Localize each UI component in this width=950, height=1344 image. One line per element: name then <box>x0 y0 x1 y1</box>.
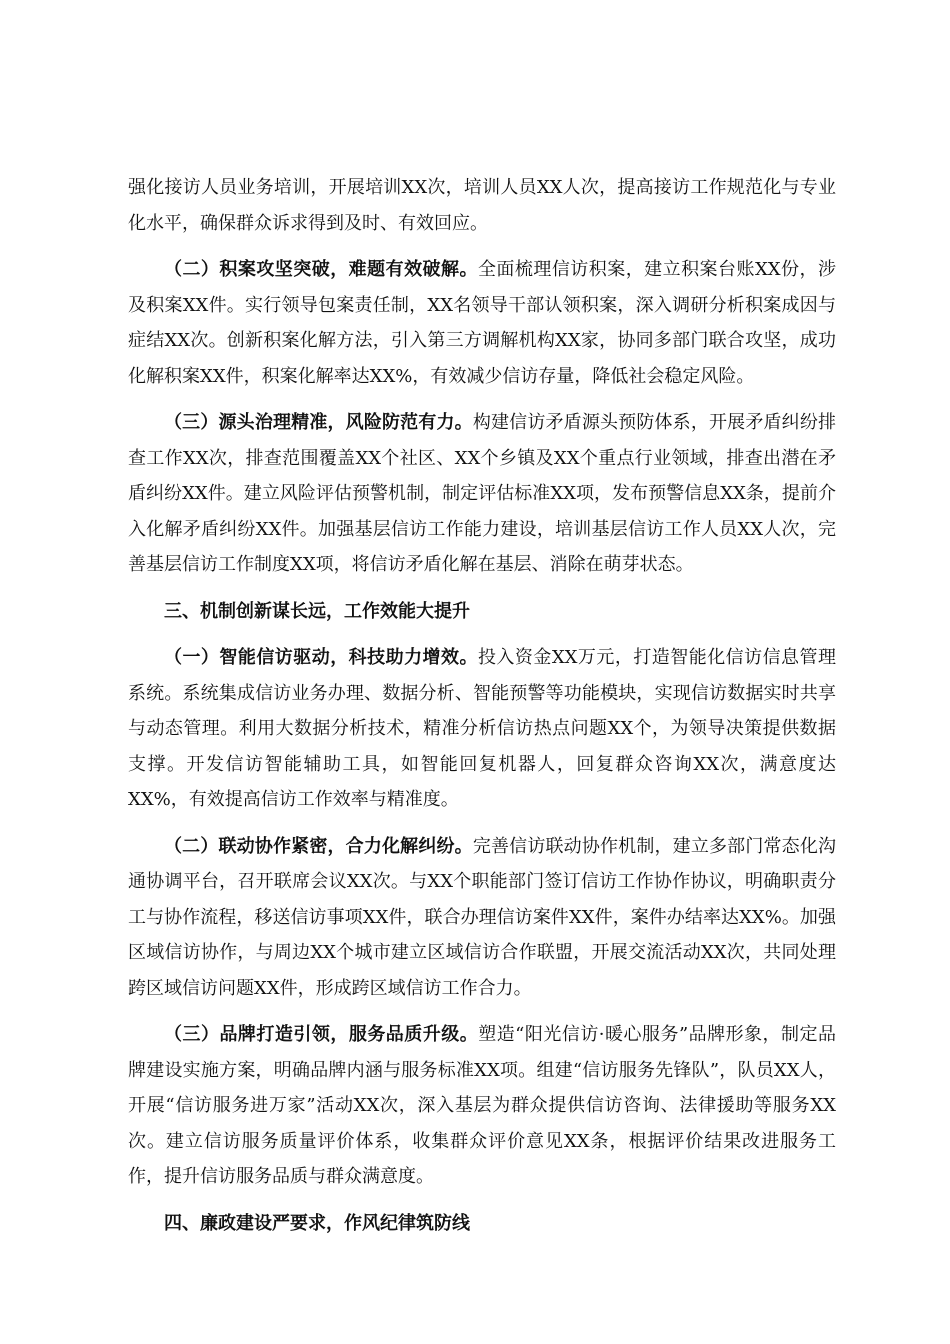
paragraph-text: 全面梳理信访积案，建立积案台账XX份，涉及积案XX件。实行领导包案责任制，XX名领导干部认领积案，深入调研分析积案成因与症结XX次。创新积案化解方法，引入第三方调解机构XX家，协同多部门联合攻坚，成功化解积案XX件，积案化解率达XX%，有效减少信访存量，降低社会稳定风险。 <box>128 259 836 387</box>
section-heading-4: 四、廉政建设严要求，作风纪律筑防线 <box>164 1212 470 1234</box>
document-page <box>128 170 836 1252</box>
paragraph-lead: （二）积案攻坚突破，难题有效破解。 <box>164 259 478 280</box>
paragraph-brand-building <box>128 1017 836 1195</box>
paragraph-linkage-cooperation <box>128 829 836 1007</box>
paragraph-text: 强化接访人员业务培训，开展培训XX次，培训人员XX人次，提高接访工作规范化与专业化水平，确保群众诉求得到及时、有效回应。 <box>128 177 836 234</box>
paragraph-lead: （二）联动协作紧密，合力化解纠纷。 <box>164 835 473 857</box>
section-heading-3: 三、机制创新谋长远，工作效能大提升 <box>164 600 470 622</box>
paragraph-backlog-cases <box>128 252 836 394</box>
paragraph-lead: （三）品牌打造引领，服务品质升级。 <box>164 1024 479 1045</box>
paragraph-continuation <box>128 170 836 241</box>
paragraph-text: 构建信访矛盾源头预防体系，开展矛盾纠纷排查工作XX次，排查范围覆盖XX个社区、XX个乡镇及XX个重点行业领域，排查出潜在矛盾纠纷XX件。建立风险评估预警机制，制定评估标准XX项，发布预警信息XX条，提前介入化解矛盾纠纷XX件。加强基层信访工作能力建设，培训基层信访工作人员XX人次，完善基层信访工作制度XX项，将信访矛盾化解在基层、消除在萌芽状态。 <box>128 412 837 575</box>
paragraph-source-governance <box>128 405 836 583</box>
paragraph-smart-petition <box>128 640 836 818</box>
paragraph-lead: （三）源头治理精准，风险防范有力。 <box>164 412 473 433</box>
paragraph-text: 塑造“阳光信访·暖心服务”品牌形象，制定品牌建设实施方案，明确品牌内涵与服务标准XX项。组建“信访服务先锋队”，队员XX人，开展“信访服务进万家”活动XX次，深入基层为群众提供信访咨询、法律援助等服务XX次。建立信访服务质量评价体系，收集群众评价意见XX条，根据评价结果改进服务工作，提升信访服务品质与群众满意度。 <box>128 1024 837 1187</box>
paragraph-lead: （一）智能信访驱动，科技助力增效。 <box>164 647 478 668</box>
paragraph-text: 完善信访联动协作机制，建立多部门常态化沟通协调平台，召开联席会议XX次。与XX个职能部门签订信访工作协作协议，明确职责分工与协作流程，移送信访事项XX件，联合办理信访案件XX件，案件办结率达XX%。加强区域信访协作，与周边XX个城市建立区域信访合作联盟，开展交流活动XX次，共同处理跨区域信访问题XX件，形成跨区域信访工作合力。 <box>128 835 837 999</box>
paragraph-text: 投入资金XX万元，打造智能化信访信息管理系统。系统集成信访业务办理、数据分析、智能预警等功能模块，实现信访数据实时共享与动态管理。利用大数据分析技术，精准分析信访热点问题XX个，为领导决策提供数据支撑。开发信访智能辅助工具，如智能回复机器人，回复群众咨询XX次，满意度达XX%，有效提高信访工作效率与精准度。 <box>128 647 836 810</box>
